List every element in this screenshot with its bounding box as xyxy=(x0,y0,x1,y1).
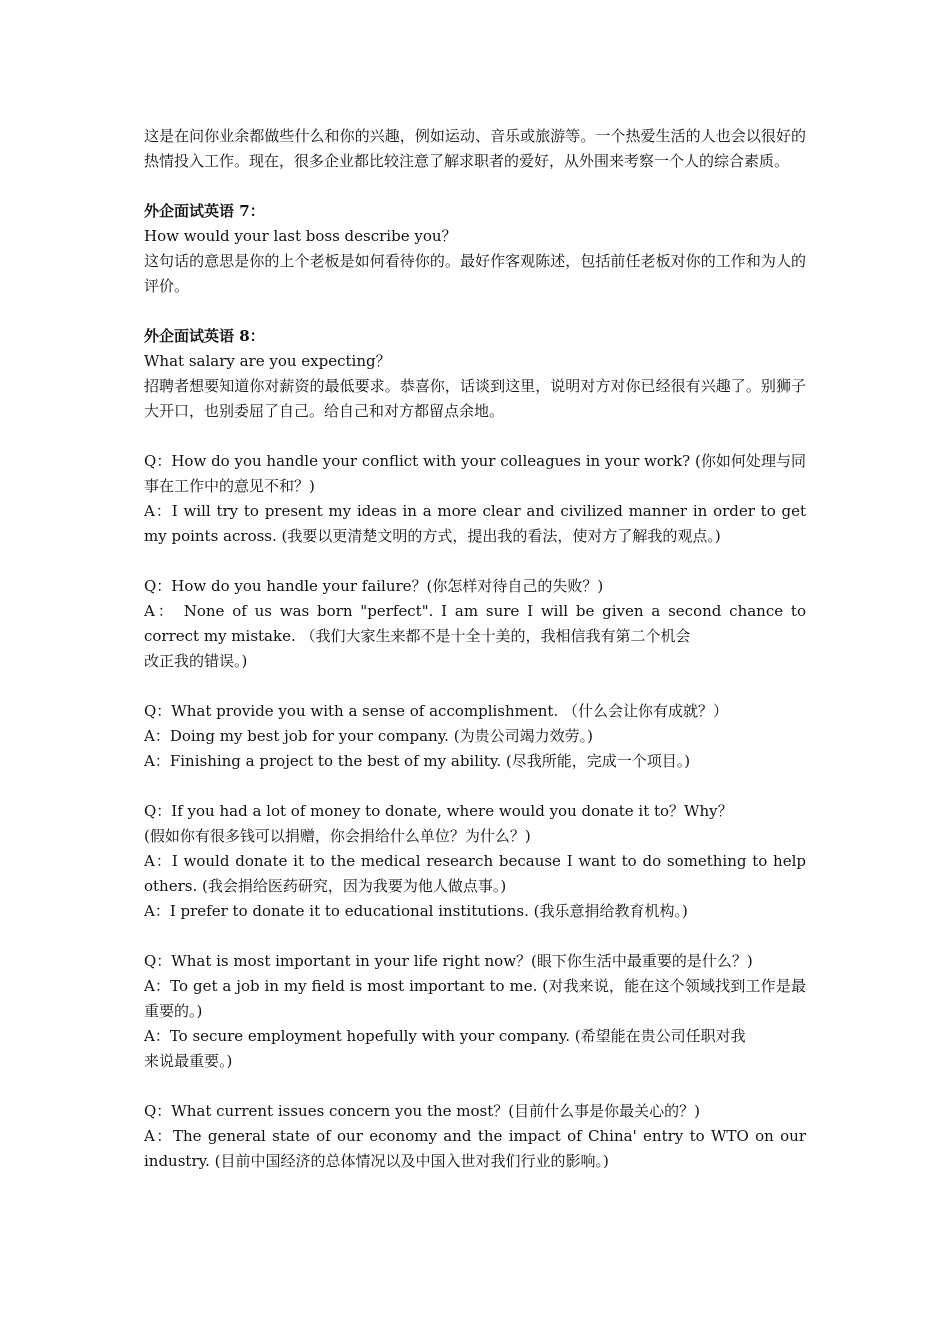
qa-answer: A：To secure employment hopefully with your company. (希望能在贵公司任职对我 xyxy=(144,1027,746,1045)
qa-question: Q：What current issues concern you the most？(目前什么事是你最关心的？) xyxy=(144,1102,700,1120)
spacer xyxy=(144,774,806,799)
section-8-question: What salary are you expecting？ xyxy=(144,352,391,370)
qa-question: Q：How do you handle your conflict with your colleagues in your work? (你如何处理与同事在工作中的意见不和？) xyxy=(144,452,806,495)
section-8-explanation: 招聘者想要知道你对薪资的最低要求。恭喜你，话谈到这里，说明对方对你已经很有兴趣了。别狮子大开口，也别委屈了自己。给自己和对方都留点余地。 xyxy=(144,377,806,420)
qa-answer-continuation: 来说最重要。) xyxy=(144,1052,233,1070)
qa-answer: A：I will try to present my ideas in a more clear and civilized manner in order to get my points across. (我要以更清楚文明的方式，提出我的看法，使对方了解我的观点。) xyxy=(144,502,806,545)
spacer xyxy=(144,1074,806,1099)
qa-question-translation: (假如你有很多钱可以捐赠，你会捐给什么单位？为什么？) xyxy=(144,827,531,845)
spacer xyxy=(144,424,806,449)
spacer xyxy=(144,174,806,199)
intro-paragraph: 这是在问你业余都做些什么和你的兴趣，例如运动、音乐或旅游等。一个热爱生活的人也会以很好的热情投入工作。现在，很多企业都比较注意了解求职者的爱好，从外围来考察一个人的综合素质。 xyxy=(144,127,806,170)
spacer xyxy=(144,299,806,324)
section-7-question: How would your last boss describe you？ xyxy=(144,227,457,245)
qa-answer: A：To get a job in my field is most important to me. (对我来说，能在这个领域找到工作是最重要的。) xyxy=(144,977,806,1020)
qa-answer: A：Doing my best job for your company. (为贵公司竭力效劳。) xyxy=(144,727,593,745)
spacer xyxy=(144,674,806,699)
section-8-heading: 外企面试英语 8： xyxy=(144,327,265,345)
qa-question: Q：How do you handle your failure？(你怎样对待自己的失败？) xyxy=(144,577,604,595)
qa-answer-continuation: 改正我的错误。) xyxy=(144,652,248,670)
spacer xyxy=(144,924,806,949)
document-page xyxy=(144,124,806,1174)
spacer xyxy=(144,549,806,574)
qa-question: Q：What is most important in your life right now？(眼下你生活中最重要的是什么？) xyxy=(144,952,753,970)
qa-question: Q：If you had a lot of money to donate, where would you donate it to？Why？ xyxy=(144,802,733,820)
qa-answer: A：The general state of our economy and the impact of China' entry to WTO on our industry. (目前中国经济的总体情况以及中国入世对我们行业的影响。) xyxy=(144,1127,806,1170)
qa-answer: A： None of us was born "perfect". I am sure I will be given a second chance to correct my mistake. （我们大家生来都不是十全十美的，我相信我有第二个机会 xyxy=(144,602,806,645)
section-7-explanation: 这句话的意思是你的上个老板是如何看待你的。最好作客观陈述，包括前任老板对你的工作和为人的评价。 xyxy=(144,252,806,295)
qa-answer: A：Finishing a project to the best of my ability. (尽我所能，完成一个项目。) xyxy=(144,752,691,770)
section-7-heading: 外企面试英语 7： xyxy=(144,202,265,220)
qa-answer: A：I would donate it to the medical research because I want to do something to help others. (我会捐给医药研究，因为我要为他人做点事。) xyxy=(144,852,806,895)
qa-answer: A：I prefer to donate it to educational institutions. (我乐意捐给教育机构。) xyxy=(144,902,688,920)
qa-question: Q：What provide you with a sense of accomplishment. （什么会让你有成就？） xyxy=(144,702,728,720)
